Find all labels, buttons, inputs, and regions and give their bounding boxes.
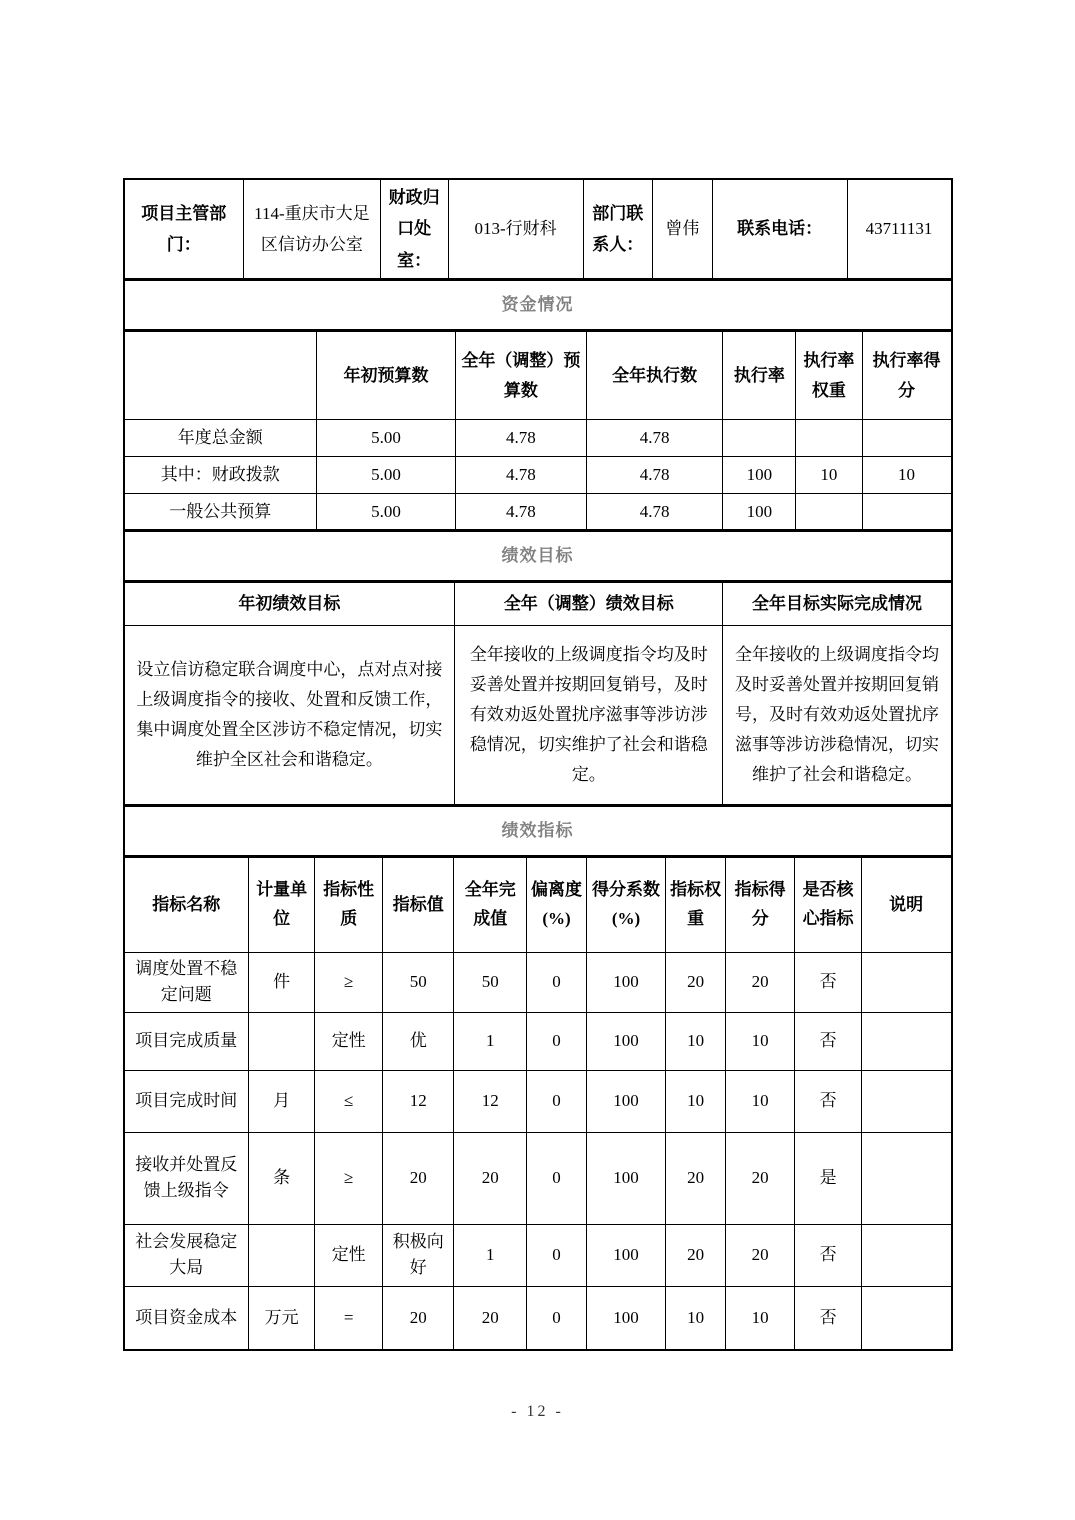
indicator-name: 项目资金成本 bbox=[124, 1286, 249, 1350]
funding-cell-rate-score: 10 bbox=[862, 456, 951, 493]
indicator-note bbox=[861, 1224, 951, 1286]
indicator-note bbox=[861, 1132, 951, 1224]
indicator-name: 调度处置不稳定问题 bbox=[124, 952, 249, 1012]
funding-cell-adjusted: 4.78 bbox=[456, 419, 587, 456]
targets-adjusted-goal-text: 全年接收的上级调度指令均及时妥善处置并按期回复销号，及时有效劝返处置扰序滋事等涉访涉稳情况，切实维护了社会和谐稳定。 bbox=[455, 625, 723, 805]
targets-header-adjusted: 全年（调整）绩效目标 bbox=[455, 582, 723, 625]
indicator-score: 20 bbox=[725, 1132, 795, 1224]
indicators-section-title: 绩效指标 bbox=[124, 806, 952, 856]
targets-header-row bbox=[124, 582, 952, 625]
funding-cell-rate-weight bbox=[796, 419, 862, 456]
indicator-target: 20 bbox=[383, 1286, 454, 1350]
targets-header-actual: 全年目标实际完成情况 bbox=[723, 582, 952, 625]
funding-section bbox=[123, 279, 953, 331]
funding-header-rate-score: 执行率得分 bbox=[862, 331, 951, 419]
project-info-table bbox=[123, 178, 953, 280]
funding-cell-rate-score bbox=[862, 493, 951, 530]
indicator-score: 20 bbox=[725, 952, 795, 1012]
funding-row-label: 一般公共预算 bbox=[124, 493, 317, 530]
ind-header-coefficient: 得分系数(%) bbox=[586, 857, 665, 952]
indicator-row bbox=[124, 1070, 952, 1132]
indicator-completed: 20 bbox=[454, 1286, 527, 1350]
indicator-weight: 20 bbox=[666, 1224, 726, 1286]
indicator-deviation: 0 bbox=[527, 1224, 587, 1286]
indicator-nature: 定性 bbox=[315, 1012, 383, 1070]
indicator-core: 否 bbox=[795, 952, 861, 1012]
indicator-coefficient: 100 bbox=[586, 1012, 665, 1070]
indicator-unit: 件 bbox=[249, 952, 315, 1012]
funding-header-exec-rate: 执行率 bbox=[723, 331, 796, 419]
indicator-nature: ≤ bbox=[315, 1070, 383, 1132]
funding-cell-initial: 5.00 bbox=[316, 493, 455, 530]
indicator-completed: 1 bbox=[454, 1012, 527, 1070]
ind-header-nature: 指标性质 bbox=[315, 857, 383, 952]
project-info-row bbox=[124, 179, 952, 279]
indicator-weight: 10 bbox=[666, 1286, 726, 1350]
indicator-completed: 20 bbox=[454, 1132, 527, 1224]
funding-cell-rate-weight bbox=[796, 493, 862, 530]
funding-header-adjusted-budget: 全年（调整）预算数 bbox=[456, 331, 587, 419]
indicator-unit bbox=[249, 1224, 315, 1286]
indicator-coefficient: 100 bbox=[586, 952, 665, 1012]
indicator-score: 10 bbox=[725, 1286, 795, 1350]
funding-cell-executed: 4.78 bbox=[586, 456, 723, 493]
funding-row-total bbox=[124, 419, 952, 456]
indicator-unit bbox=[249, 1012, 315, 1070]
indicator-coefficient: 100 bbox=[586, 1286, 665, 1350]
indicator-name: 项目完成质量 bbox=[124, 1012, 249, 1070]
indicator-score: 10 bbox=[725, 1070, 795, 1132]
indicator-coefficient: 100 bbox=[586, 1070, 665, 1132]
indicators-section bbox=[123, 805, 953, 857]
indicator-nature: 定性 bbox=[315, 1224, 383, 1286]
indicator-name: 项目完成时间 bbox=[124, 1070, 249, 1132]
indicator-coefficient: 100 bbox=[586, 1224, 665, 1286]
report-content bbox=[123, 0, 953, 1421]
ind-header-completed: 全年完成值 bbox=[454, 857, 527, 952]
funding-table bbox=[123, 330, 953, 531]
ind-header-target: 指标值 bbox=[383, 857, 454, 952]
funding-header-empty bbox=[124, 331, 317, 419]
ind-header-score: 指标得分 bbox=[725, 857, 795, 952]
funding-row-fiscal bbox=[124, 456, 952, 493]
indicator-target: 20 bbox=[383, 1132, 454, 1224]
project-dept-label: 项目主管部门： bbox=[124, 179, 244, 279]
indicator-weight: 10 bbox=[666, 1012, 726, 1070]
indicator-core: 是 bbox=[795, 1132, 861, 1224]
indicators-header-row bbox=[124, 857, 952, 952]
funding-cell-initial: 5.00 bbox=[316, 419, 455, 456]
indicator-row bbox=[124, 1132, 952, 1224]
indicator-coefficient: 100 bbox=[586, 1132, 665, 1224]
targets-section bbox=[123, 530, 953, 582]
indicator-row bbox=[124, 1224, 952, 1286]
indicator-nature: ≥ bbox=[315, 1132, 383, 1224]
funding-cell-rate-weight: 10 bbox=[796, 456, 862, 493]
indicator-name: 接收并处置反馈上级指令 bbox=[124, 1132, 249, 1224]
indicator-target: 积极向好 bbox=[383, 1224, 454, 1286]
indicator-nature: ≥ bbox=[315, 952, 383, 1012]
funding-row-label: 年度总金额 bbox=[124, 419, 317, 456]
indicator-note bbox=[861, 952, 951, 1012]
indicator-target: 12 bbox=[383, 1070, 454, 1132]
ind-header-note: 说明 bbox=[861, 857, 951, 952]
indicator-unit: 万元 bbox=[249, 1286, 315, 1350]
indicator-completed: 50 bbox=[454, 952, 527, 1012]
indicator-score: 20 bbox=[725, 1224, 795, 1286]
funding-cell-adjusted: 4.78 bbox=[456, 456, 587, 493]
indicator-deviation: 0 bbox=[527, 1070, 587, 1132]
indicator-nature: = bbox=[315, 1286, 383, 1350]
indicator-target: 优 bbox=[383, 1012, 454, 1070]
targets-content-row bbox=[124, 625, 952, 805]
indicator-note bbox=[861, 1012, 951, 1070]
indicator-completed: 1 bbox=[454, 1224, 527, 1286]
indicator-deviation: 0 bbox=[527, 1012, 587, 1070]
ind-header-weight: 指标权重 bbox=[666, 857, 726, 952]
indicator-core: 否 bbox=[795, 1012, 861, 1070]
ind-header-core: 是否核心指标 bbox=[795, 857, 861, 952]
indicator-name: 社会发展稳定大局 bbox=[124, 1224, 249, 1286]
indicator-unit: 月 bbox=[249, 1070, 315, 1132]
dept-contact-value: 曾伟 bbox=[653, 179, 713, 279]
indicator-core: 否 bbox=[795, 1286, 861, 1350]
indicator-score: 10 bbox=[725, 1012, 795, 1070]
phone-value: 43711131 bbox=[847, 179, 951, 279]
ind-header-unit: 计量单位 bbox=[249, 857, 315, 952]
funding-cell-rate: 100 bbox=[723, 456, 796, 493]
indicator-row bbox=[124, 952, 952, 1012]
page-number: - 12 - bbox=[511, 1403, 564, 1421]
funding-cell-executed: 4.78 bbox=[586, 419, 723, 456]
funding-cell-rate: 100 bbox=[723, 493, 796, 530]
funding-section-title: 资金情况 bbox=[124, 280, 952, 330]
funding-cell-adjusted: 4.78 bbox=[456, 493, 587, 530]
indicator-deviation: 0 bbox=[527, 952, 587, 1012]
finance-office-label: 财政归口处室： bbox=[380, 179, 448, 279]
dept-contact-label: 部门联系人： bbox=[583, 179, 653, 279]
funding-cell-rate-score bbox=[862, 419, 951, 456]
targets-section-title: 绩效目标 bbox=[124, 531, 952, 581]
indicator-row bbox=[124, 1286, 952, 1350]
indicator-deviation: 0 bbox=[527, 1286, 587, 1350]
ind-header-deviation: 偏离度(%) bbox=[527, 857, 587, 952]
indicator-weight: 20 bbox=[666, 952, 726, 1012]
indicator-deviation: 0 bbox=[527, 1132, 587, 1224]
indicator-note bbox=[861, 1070, 951, 1132]
indicator-core: 否 bbox=[795, 1224, 861, 1286]
indicator-weight: 20 bbox=[666, 1132, 726, 1224]
finance-office-value: 013-行财科 bbox=[448, 179, 583, 279]
funding-header-rate-weight: 执行率权重 bbox=[796, 331, 862, 419]
funding-cell-initial: 5.00 bbox=[316, 456, 455, 493]
indicator-completed: 12 bbox=[454, 1070, 527, 1132]
funding-header-executed: 全年执行数 bbox=[586, 331, 723, 419]
funding-row-public-budget bbox=[124, 493, 952, 530]
ind-header-name: 指标名称 bbox=[124, 857, 249, 952]
funding-cell-executed: 4.78 bbox=[586, 493, 723, 530]
indicator-target: 50 bbox=[383, 952, 454, 1012]
funding-row-label: 其中：财政拨款 bbox=[124, 456, 317, 493]
indicator-unit: 条 bbox=[249, 1132, 315, 1224]
indicator-note bbox=[861, 1286, 951, 1350]
targets-table bbox=[123, 581, 953, 806]
indicator-core: 否 bbox=[795, 1070, 861, 1132]
funding-header-row bbox=[124, 331, 952, 419]
targets-header-initial: 年初绩效目标 bbox=[124, 582, 455, 625]
indicator-row bbox=[124, 1012, 952, 1070]
targets-actual-completion-text: 全年接收的上级调度指令均及时妥善处置并按期回复销号，及时有效劝返处置扰序滋事等涉访涉稳情况，切实维护了社会和谐稳定。 bbox=[723, 625, 952, 805]
project-dept-value: 114-重庆市大足区信访办公室 bbox=[244, 179, 381, 279]
funding-header-initial-budget: 年初预算数 bbox=[316, 331, 455, 419]
phone-label: 联系电话： bbox=[712, 179, 847, 279]
indicators-table bbox=[123, 856, 953, 1351]
targets-initial-goal-text: 设立信访稳定联合调度中心，点对点对接上级调度指令的接收、处置和反馈工作，集中调度处置全区涉访不稳定情况，切实维护全区社会和谐稳定。 bbox=[124, 625, 455, 805]
funding-cell-rate bbox=[723, 419, 796, 456]
indicator-weight: 10 bbox=[666, 1070, 726, 1132]
